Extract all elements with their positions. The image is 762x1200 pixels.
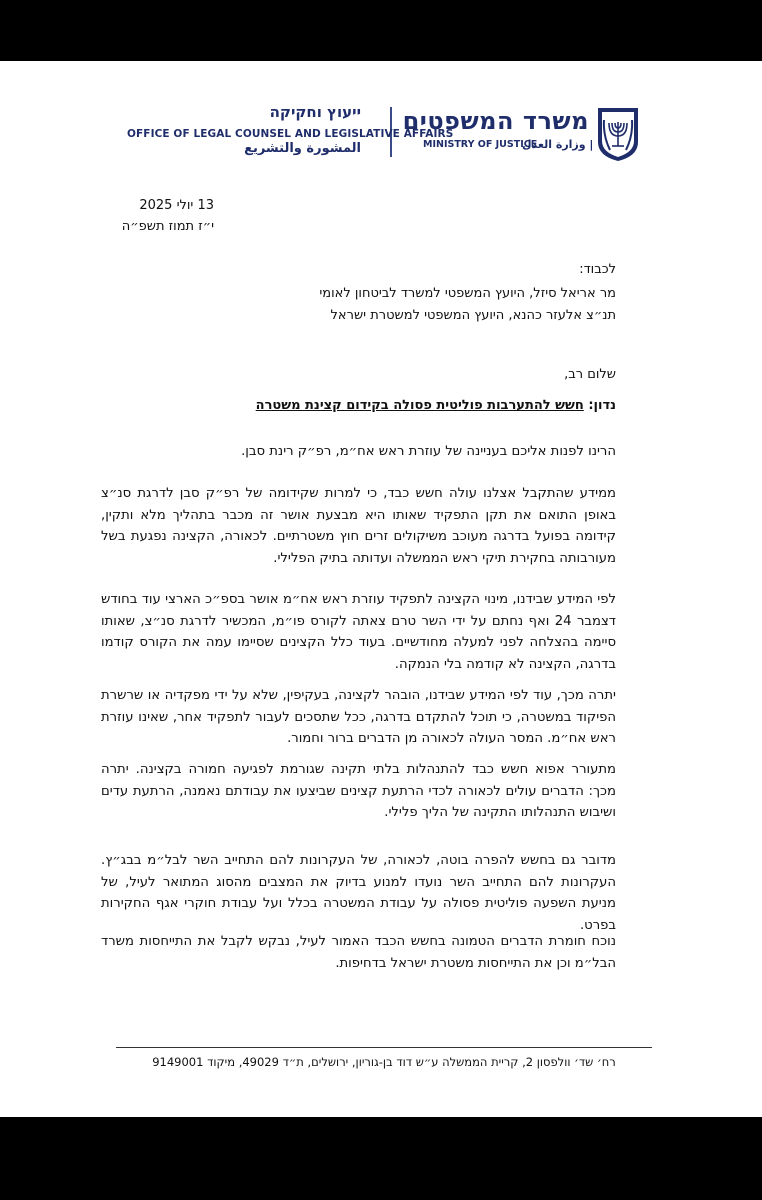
date-hebrew: י״ז תמוז תשפ״ה <box>121 219 214 234</box>
recipient-line-1: מר אריאל סיזל, היועץ המשפטי למשרד לביטחון לאומי <box>319 286 616 301</box>
paragraph-2: ממידע שהתקבל אצלנו עולה חשש כבד, כי למרות שקידומה של רפ״ק סבן לדרגת סנ״צ באופן התואם את תקן התפקיד שאותו היא מבצעת אושר זה מכבר בתהליך מלא ותקין, קידומה בפועל בדרגה מעוכב משיקולים זרים חוץ משטרתיים. לכאורה, הקצינה נפגעת בשל מעורבותה בחקירת תיקי ראש הממשלה ועדותה בתיק הפלילי. <box>101 486 616 566</box>
ministry-name-hebrew: משרד המשפטים <box>402 107 589 135</box>
recipient-line-2: תנ״צ אלעזר כהנא, היועץ המשפטי למשטרת ישראל <box>330 308 616 323</box>
ministry-name-arabic: | وزارة العدل <box>522 138 594 151</box>
office-name-english: OFFICE OF LEGAL COUNSEL AND LEGISLATIVE AFFAIRS <box>127 128 454 140</box>
ministry-name-english: MINISTRY OF JUSTICE <box>423 139 538 150</box>
paragraph-1: הרינו לפנות אליכם בעניינה של עוזרת ראש אח״מ, רפ״ק רינת סבן. <box>241 444 616 459</box>
paragraph-3: לפי המידע שבידנו, מינוי הקצינה לתפקיד עוזרת ראש אח״מ אושר בספ״כ הארצי עוד בחודש דצמבר 24 ואף נחתם על ידי השר טרם צאתה לקורס פו״מ, המכשיר לדרגת סנ״צ, שאותו סיימה בהצלחה לפני למעלה מחודשיים. בעוד כלל הקצינים שסיימו עמה את הקורס קודמו בדרגה, הקצינה לא קודמה בלי הנמקה. <box>101 592 616 672</box>
paragraph-5: מתעורר אפוא חשש כבד להתנהלות בלתי תקינה שגורמת לפגיעה חמורה בקצינה. יתרה מכך: הדברים עולים לכאורה לכדי הרתעת קצינים שביצעו את עבודתם נאמנה, הרתעת עדים ושיבוש התנהלותו התקינה של הליך פלילי. <box>101 762 616 821</box>
paragraph-6: מדובר גם בחשש להפרה בוטה, לכאורה, של העקרונות להם התחייב השר לבל״מ בבג״ץ. העקרונות להם התחייב השר נועדו למנוע בדיוק את המצבים מהסוג המתואר לעיל, של מניעת השפעה פוליטית פסולה על עבודת המשטרה בכלל ועל עבודת חוקרי אגף החקירות בפרט. <box>101 853 616 933</box>
paragraph-7: נוכח חומרת הדברים הטמונה בחשש הכבד האמור לעיל, נבקש לקבל את התייחסות משרד הבל״מ וכן את התייחסות משטרת ישראל בדחיפות. <box>101 934 616 971</box>
paragraph-4: יתרה מכך, עוד לפי המידע שבידנו, הובהר לקצינה, בעקיפין, שלא על ידי מפקדיה או שרשרת הפיקוד במשטרה, כי תוכל להתקדם בדרגה, ככל שתסכים לעבור לתפקיד אחר, שאינו עוזרת ראש אח״מ. המסר העולה לכאורה מן הדברים ברור וחמור. <box>101 688 616 747</box>
date-gregorian: 13 יולי 2025 <box>139 198 214 213</box>
state-emblem-icon <box>596 106 640 162</box>
office-name-hebrew: ייעוץ וחקיקה <box>269 103 361 121</box>
office-name-arabic: المشورة والتشريع <box>244 141 361 156</box>
letter-page <box>0 61 762 1117</box>
greeting: שלום רב, <box>564 367 616 382</box>
footer-divider <box>116 1047 652 1048</box>
subject-prefix: נדון: <box>588 398 616 413</box>
subject-line <box>256 398 616 413</box>
subject-text: חשש להתערבות פוליטית פסולה בקידום קצינת משטרה <box>255 398 584 413</box>
footer-address: רח׳ שד׳ וולפסון 2, קריית הממשלה ע״ש דוד בן-גוריון, ירושלים, ת״ד 49029, מיקוד 9149001 <box>152 1055 616 1069</box>
recipients-label: לכבוד: <box>579 262 616 277</box>
